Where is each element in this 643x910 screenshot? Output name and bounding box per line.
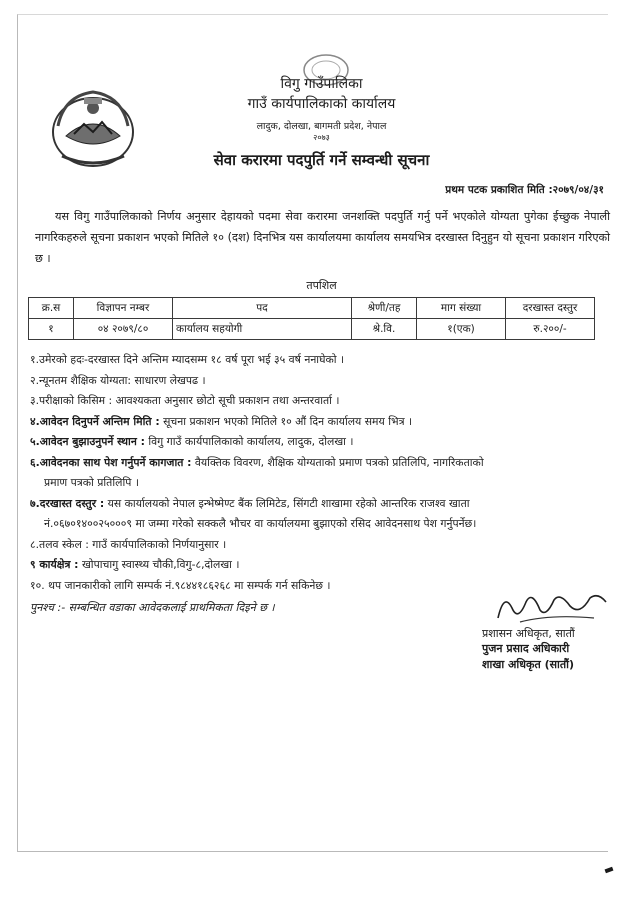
- requirements-list: [30, 350, 615, 596]
- item-text: साधारण लेखपढ ।: [131, 373, 206, 387]
- col-demand: माग संख्या: [417, 298, 506, 319]
- scan-mark: [605, 867, 614, 873]
- item-text: वैयक्तिक विवरण, शैक्षिक योग्यताको प्रमाण पत्रको प्रतिलिपि, नागरिकताको: [191, 455, 484, 469]
- list-item: [30, 535, 615, 556]
- list-item: [30, 555, 615, 576]
- item-text: दरखास्त दिने अन्तिम म्यादसम्म १८ वर्ष पूरा भई ३५ वर्ष ननाघेको ।: [87, 353, 345, 366]
- item-label: २.न्यूनतम शैक्षिक योग्यता:: [30, 373, 132, 387]
- cell-fee: रु.२००/-: [506, 319, 595, 340]
- list-item: [30, 350, 615, 371]
- list-item: [30, 412, 615, 433]
- item-continuation: नं.०६७०१४००२५०००९ मा जम्मा गरेको सक्कलै भौचर वा कार्यालयमा बुझाएको रसिद आवेदनसाथ पेश गर्नुपर्नेछ।: [44, 517, 477, 530]
- item-text: आवश्यकता अनुसार छोटो सूची प्रकाशन तथा अन्तरवार्ता ।: [112, 394, 340, 407]
- postscript: पुनश्च :- सम्बन्धित वडाका आवेदकलाई प्राथमिकता दिइने छ ।: [30, 601, 275, 614]
- list-item: [30, 432, 615, 453]
- notice-intro: [35, 206, 610, 269]
- col-sn: क्र.स: [29, 298, 74, 319]
- item-label: ७.दरखास्त दस्तुर :: [30, 496, 105, 510]
- office-address: लादुक, दोलखा, बागमती प्रदेश, नेपाल: [256, 121, 387, 132]
- municipality-name: विगु गाउँपालिका: [280, 76, 363, 92]
- item-text: यस कार्यालयको नेपाल इन्भेष्मेण्ट बैंक लिमिटेड, सिंगटी शाखामा रहेको आन्तरिक राजश्व खाता: [104, 496, 470, 510]
- col-ad-number: विज्ञापन नम्बर: [74, 298, 173, 319]
- item-label: ४.आवेदन दिनुपर्ने अन्तिम मिति :: [30, 414, 160, 428]
- signatory-name: पुजन प्रसाद अधिकारी: [482, 642, 570, 655]
- signatory-position: प्रशासन अधिकृत, सातौं: [482, 627, 575, 640]
- cell-demand: १(एक): [417, 319, 506, 340]
- item-continuation: प्रमाण पत्रको प्रतिलिपि ।: [44, 476, 139, 489]
- item-label: ३.परीक्षाको किसिम :: [30, 394, 113, 407]
- signatory-title: शाखा अधिकृत (सातौं): [482, 658, 575, 671]
- item-label: ५.आवेदन बुझाउनुपर्ने स्थान :: [30, 435, 145, 448]
- item-text: गाउँ कार्यपालिकाको निर्णयानुसार ।: [88, 537, 227, 551]
- table-row: [29, 319, 595, 340]
- vacancy-table: [28, 297, 595, 340]
- notice-title: सेवा करारमा पदपुर्ति गर्ने सम्वन्धी सूचना: [213, 151, 430, 169]
- cell-sn: १: [29, 319, 74, 340]
- cell-ad-number: ०४ २०७९/८०: [74, 319, 173, 340]
- item-label: १.उमेरको हदः-: [30, 353, 88, 366]
- list-item: [30, 494, 615, 535]
- item-text: विगु गाउँ कार्यपालिकाको कार्यालय, लादुक, दोलखा ।: [144, 435, 354, 448]
- list-item: [30, 391, 615, 412]
- cell-post: कार्यालय सहयोगी: [173, 319, 352, 340]
- list-item: [30, 453, 615, 494]
- signature-icon: [490, 588, 610, 628]
- table-caption: तपशिल: [306, 279, 337, 292]
- publish-date: प्रथम पटक प्रकाशित मिति :२०७९/०४/३१: [445, 184, 604, 196]
- item-label: ९ कार्यक्षेत्र :: [30, 558, 79, 571]
- list-item: [30, 371, 615, 392]
- col-post: पद: [173, 298, 352, 319]
- item-text: सम्पर्क नं.९८४४१८६२६८ मा सम्पर्क गर्न सकिनेछ ।: [133, 578, 331, 592]
- col-fee: दरखास्त दस्तुर: [506, 298, 595, 319]
- established-year: २०७३: [313, 133, 330, 142]
- item-text: खोपाचागु स्वास्थ्य चौकी,विगु-८,दोलखा ।: [78, 558, 240, 571]
- intro-text: यस विगु गाउँपालिकाको निर्णय अनुसार देहायको पदमा सेवा करारमा जनशक्ति पदपुर्ति गर्नु पर्ने भएकोले योग्यता पुगेका ईच्छुक नेपाली नागरिकहरुले सूचना प्रकाशन भएको मितिले १० (दश) दिनभित्र यस कार्यालयमा कार्यालय समयभित्र दरखास्त दिनुहुन यो सूचना प्रकाशन गरिएको छ ।: [35, 210, 610, 265]
- cell-level: श्रे.वि.: [352, 319, 417, 340]
- table-header-row: [29, 298, 595, 319]
- item-label: १०. थप जानकारीको लागि: [30, 578, 134, 592]
- col-level: श्रेणी/तह: [352, 298, 417, 319]
- item-label: ६.आवेदनका साथ पेश गर्नुपर्ने कागजात :: [30, 455, 192, 469]
- item-label: ८.तलव स्केल :: [30, 537, 89, 551]
- item-text: सूचना प्रकाशन भएको मितिले १० औं दिन कार्यालय समय भित्र ।: [159, 414, 413, 428]
- office-name: गाउँ कार्यपालिकाको कार्यालय: [247, 96, 396, 112]
